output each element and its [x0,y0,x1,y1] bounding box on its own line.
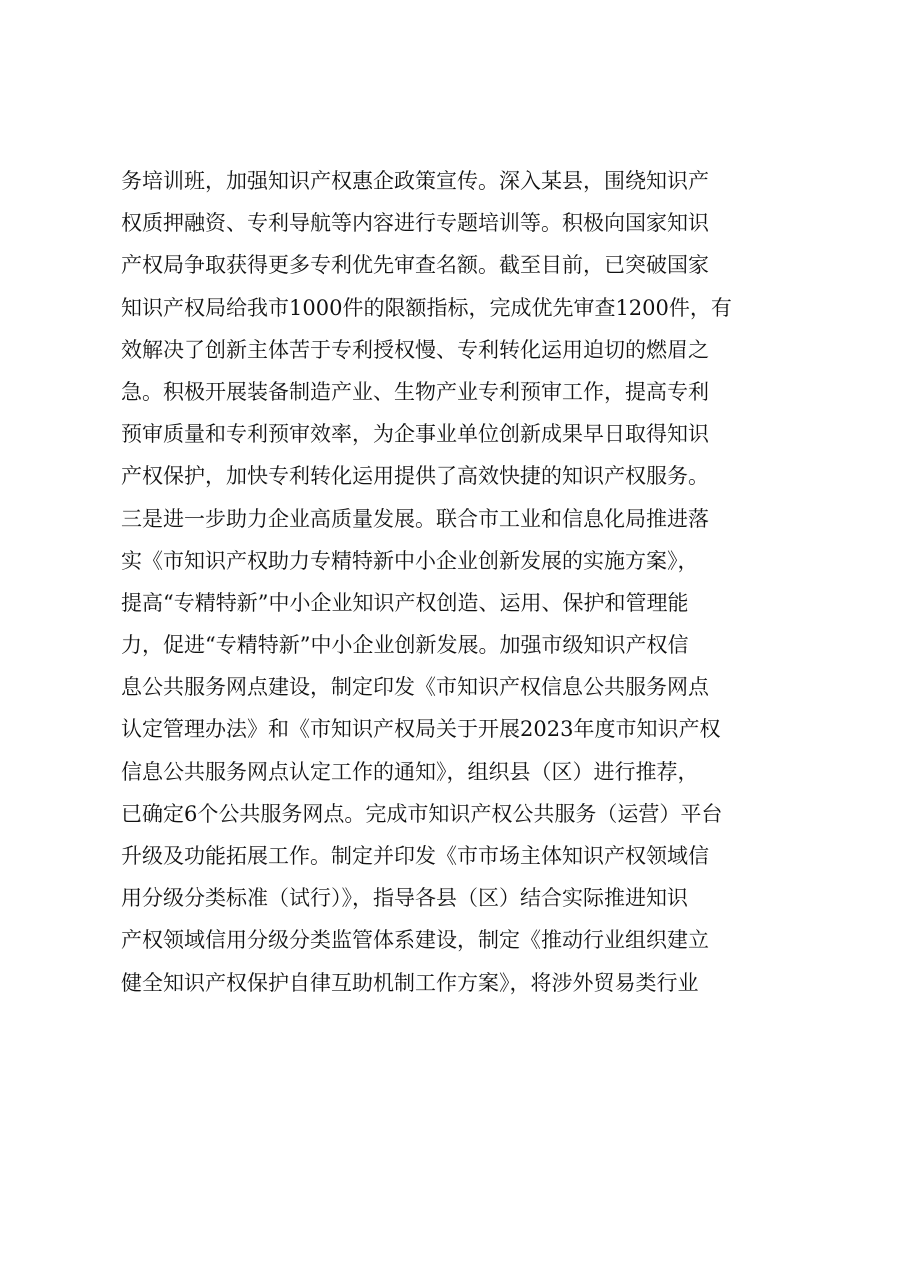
text-line: 急。积极开展装备制造产业、生物产业专利预审工作，提高专利 [121,379,709,404]
text-line: 提高“专精特新”中小企业知识产权创造、运用、保护和管理能 [121,590,689,615]
text-line: 产权保护，加快专利转化运用提供了高效快捷的知识产权服务。 [121,464,709,489]
text-line: 用分级分类标准（试行）》，指导各县（区）结合实际推进知识 [121,886,688,911]
text-line: 预审质量和专利预审效率，为企事业单位创新成果早日取得知识 [121,422,709,447]
text-line: 认定管理办法》和《市知识产权局关于开展2023年度市知识产权 [121,717,721,742]
text-line: 权质押融资、专利导航等内容进行专题培训等。积极向国家知识 [121,211,709,236]
text-line: 升级及功能拓展工作。制定并印发《市市场主体知识产权领域信 [121,844,709,868]
text-line: 务培训班，加强知识产权惠企政策宣传。深入某县，围绕知识产 [121,169,709,193]
text-line: 健全知识产权保护自律互助机制工作方案》，将涉外贸易类行业 [121,970,699,995]
text-line: 信息公共服务网点认定工作的通知》，组织县（区）进行推荐， [121,759,699,784]
text-line: 产权局争取获得更多专利优先审查名额。截至目前，已突破国家 [121,253,709,278]
document-body [121,160,821,1004]
text-line: 力，促进“专精特新”中小企业创新发展。加强市级知识产权信 [121,633,689,658]
text-line: 息公共服务网点建设，制定印发《市知识产权信息公共服务网点 [121,675,709,700]
text-line: 产权领域信用分级分类监管体系建设，制定《推动行业组织建立 [121,928,709,953]
text-line: 三是进一步助力企业高质量发展。联合市工业和信息化局推进落 [121,506,709,531]
text-line: 实《市知识产权助力专精特新中小企业创新发展的实施方案》， [121,548,699,573]
text-line: 知识产权局给我市1000件的限额指标，完成优先审查1200件，有 [121,295,732,320]
text-line: 已确定6个公共服务网点。完成市知识产权公共服务（运营）平台 [121,801,723,826]
text-line: 效解决了创新主体苦于专利授权慢、专利转化运用迫切的燃眉之 [121,337,709,362]
